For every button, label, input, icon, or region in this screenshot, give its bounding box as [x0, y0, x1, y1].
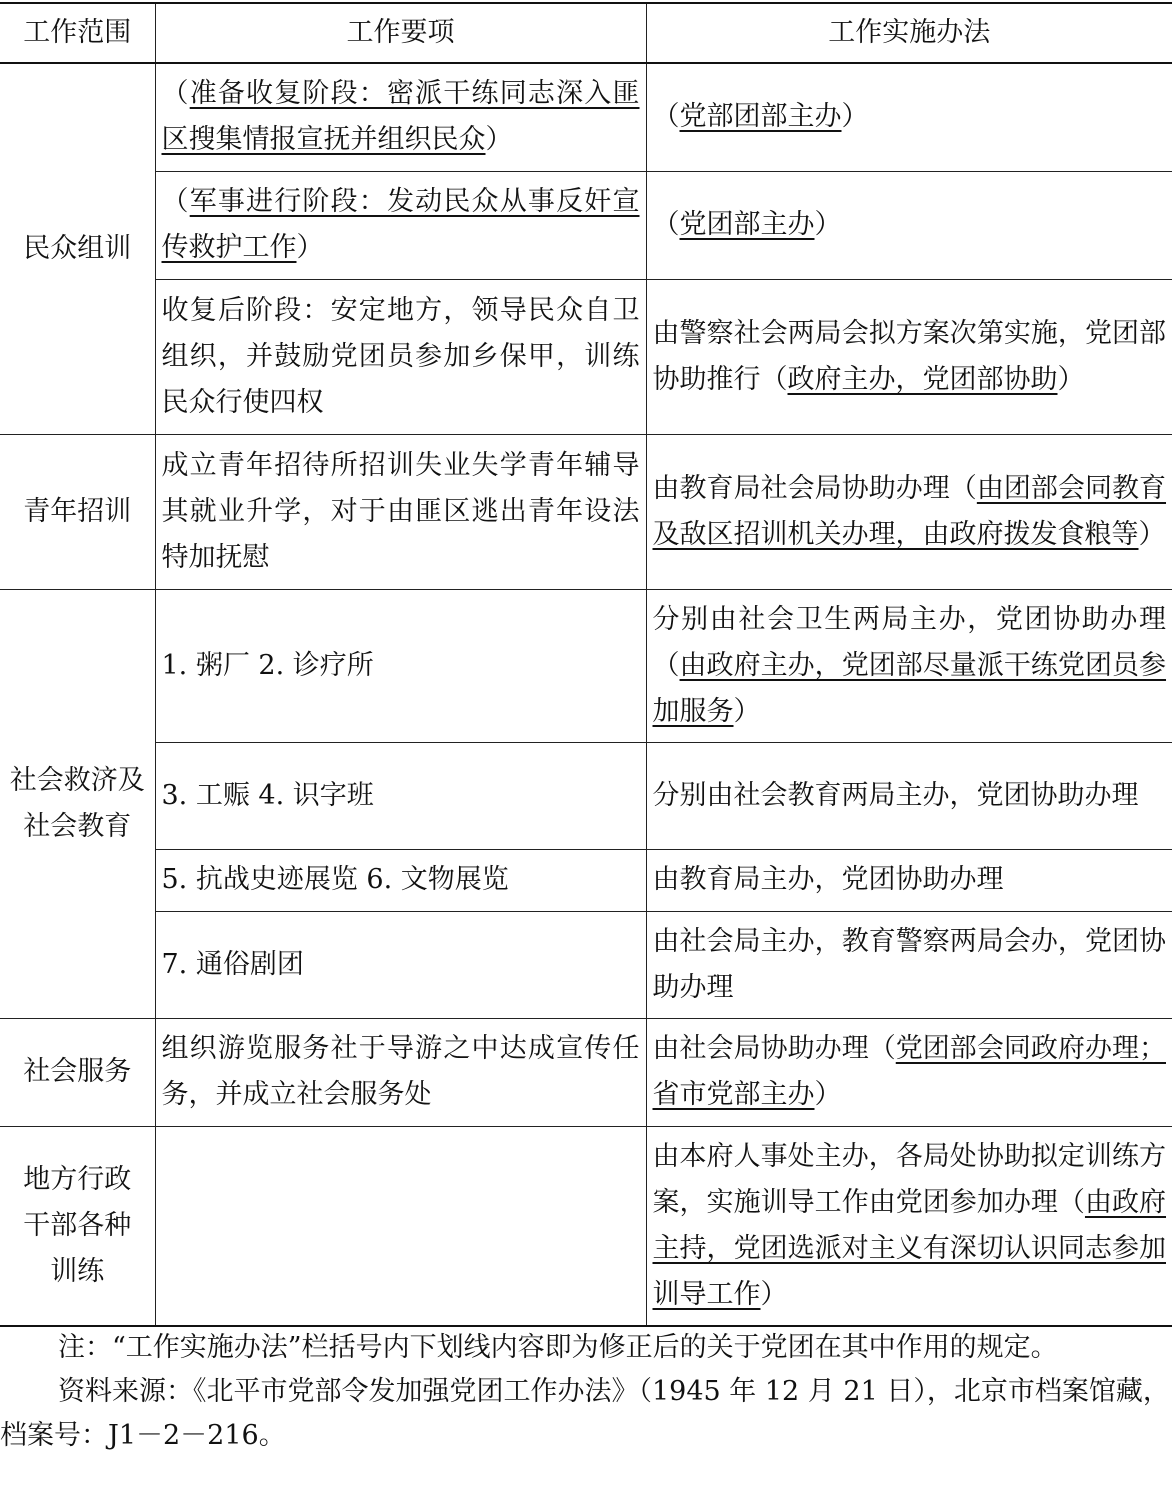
cell-text: 收复后阶段：安定地方，领导民众自卫组织，并鼓励党团员参加乡保甲，训练民众行使四权: [161, 294, 640, 418]
underlined-text: 由政府主办，党团部尽量派干练党团员参加服务: [652, 649, 1167, 727]
cell-text: ）: [296, 232, 324, 263]
underlined-text: 党团部会同政府办理；省市党部主办: [652, 1033, 1166, 1110]
underlined-text: 军事进行阶段：发动民众从事反奸宣传救护工作: [161, 186, 640, 263]
note-text: 注：“工作实施办法”栏括号内下划线内容即为修正后的关于党团在其中作用的规定。: [58, 1332, 1058, 1363]
table-notes: [0, 1326, 1172, 1458]
method-cell: [646, 1018, 1172, 1126]
underlined-text: 党部团部主办: [679, 101, 842, 133]
underlined-text: 党团部主办: [679, 209, 815, 240]
item-cell: [155, 742, 646, 849]
table-row: [0, 171, 1172, 279]
cell-text: 1. 粥厂 2. 诊疗所: [161, 649, 374, 681]
cell-text: 组织游览服务社于导游之中达成宣传任务，并成立社会服务处: [161, 1033, 640, 1110]
table-row: [0, 589, 1172, 742]
underlined-text: 由政府主持，党团选派对主义有深切认识同志参加训导工作: [652, 1186, 1167, 1310]
cell-text: 由教育局主办，党团协助办理: [652, 864, 1004, 895]
item-cell: [155, 1018, 646, 1126]
header-scope: 工作范围: [0, 3, 155, 63]
method-cell: [646, 911, 1172, 1018]
cell-text: 由社会局主办，教育警察两局会办，党团协助办理: [652, 925, 1166, 1003]
cell-text: （: [652, 101, 680, 133]
table-row: [0, 279, 1172, 434]
item-cell: [155, 434, 646, 589]
header-method: 工作实施办法: [646, 3, 1172, 63]
item-cell: [155, 849, 646, 911]
cell-text: ）: [814, 1079, 842, 1110]
table-row: [0, 63, 1172, 171]
cell-text: 成立青年招待所招训失业失学青年辅导其就业升学，对于由匪区逃出青年设法特加抚慰: [161, 449, 640, 573]
scope-cell: 民众组训: [0, 63, 155, 434]
method-cell: [646, 1126, 1172, 1326]
cell-text: 分别由社会卫生两局主办，党团协助办理（: [652, 603, 1166, 681]
method-cell: [646, 171, 1172, 279]
method-cell: [646, 742, 1172, 849]
item-cell: [155, 589, 646, 742]
cell-text: ）: [814, 209, 842, 240]
cell-text: 7. 通俗剧团: [161, 948, 304, 980]
source-text: 资料来源：《北平市党部令发加强党团工作办法》（1945 年 12 月 21 日），北京市档案馆藏，档案号：J1－2－216。: [0, 1376, 1170, 1451]
item-cell: [155, 1126, 646, 1326]
item-cell: [155, 911, 646, 1018]
cell-text: 由本府人事处主办，各局处协助拟定训练方案，实施训导工作由党团参加办理（: [652, 1140, 1166, 1218]
cell-text: 5. 抗战史迹展览 6. 文物展览: [161, 864, 509, 895]
table-header-row: [0, 3, 1172, 63]
table-row: [0, 1126, 1172, 1326]
underlined-text: 政府主办，党团部协助: [787, 363, 1058, 395]
cell-text: ）: [733, 695, 761, 727]
cell-text: 由教育局社会局协助办理（: [652, 472, 977, 504]
cell-text: 分别由社会教育两局主办，党团协助办理: [652, 779, 1139, 811]
scope-cell: 青年招训: [0, 434, 155, 589]
cell-text: （: [161, 186, 190, 217]
item-cell: [155, 63, 646, 171]
cell-text: ）: [760, 1278, 788, 1310]
table-row: [0, 434, 1172, 589]
cell-text: ）: [1057, 363, 1085, 395]
method-cell: [646, 279, 1172, 434]
method-cell: [646, 849, 1172, 911]
item-cell: [155, 279, 646, 434]
header-item: 工作要项: [155, 3, 646, 63]
cell-text: （: [652, 209, 680, 240]
cell-text: ）: [1138, 518, 1166, 550]
cell-text: ）: [841, 101, 869, 133]
item-cell: [155, 171, 646, 279]
method-cell: [646, 434, 1172, 589]
table-row: [0, 849, 1172, 911]
method-cell: [646, 589, 1172, 742]
scope-cell: 社会救济及社会教育: [0, 589, 155, 1018]
table-row: [0, 742, 1172, 849]
cell-text: （: [161, 78, 190, 110]
scope-cell: 地方行政干部各种训练: [0, 1126, 155, 1326]
table-row: [0, 911, 1172, 1018]
method-cell: [646, 63, 1172, 171]
cell-text: 3. 工赈 4. 识字班: [161, 779, 374, 811]
underlined-text: 准备收复阶段：密派干练同志深入匪区搜集情报宣抚并组织民众: [161, 78, 640, 156]
table-row: [0, 1018, 1172, 1126]
underlined-text: 由团部会同教育及敌区招训机关办理，由政府拨发食粮等: [652, 472, 1167, 550]
scope-cell: 社会服务: [0, 1018, 155, 1126]
cell-text: 由社会局协助办理（: [652, 1033, 896, 1064]
cell-text: ）: [485, 124, 513, 156]
work-plan-table: [0, 2, 1172, 1327]
cell-text: 由警察社会两局会拟方案次第实施，党团部协助推行（: [652, 317, 1166, 395]
